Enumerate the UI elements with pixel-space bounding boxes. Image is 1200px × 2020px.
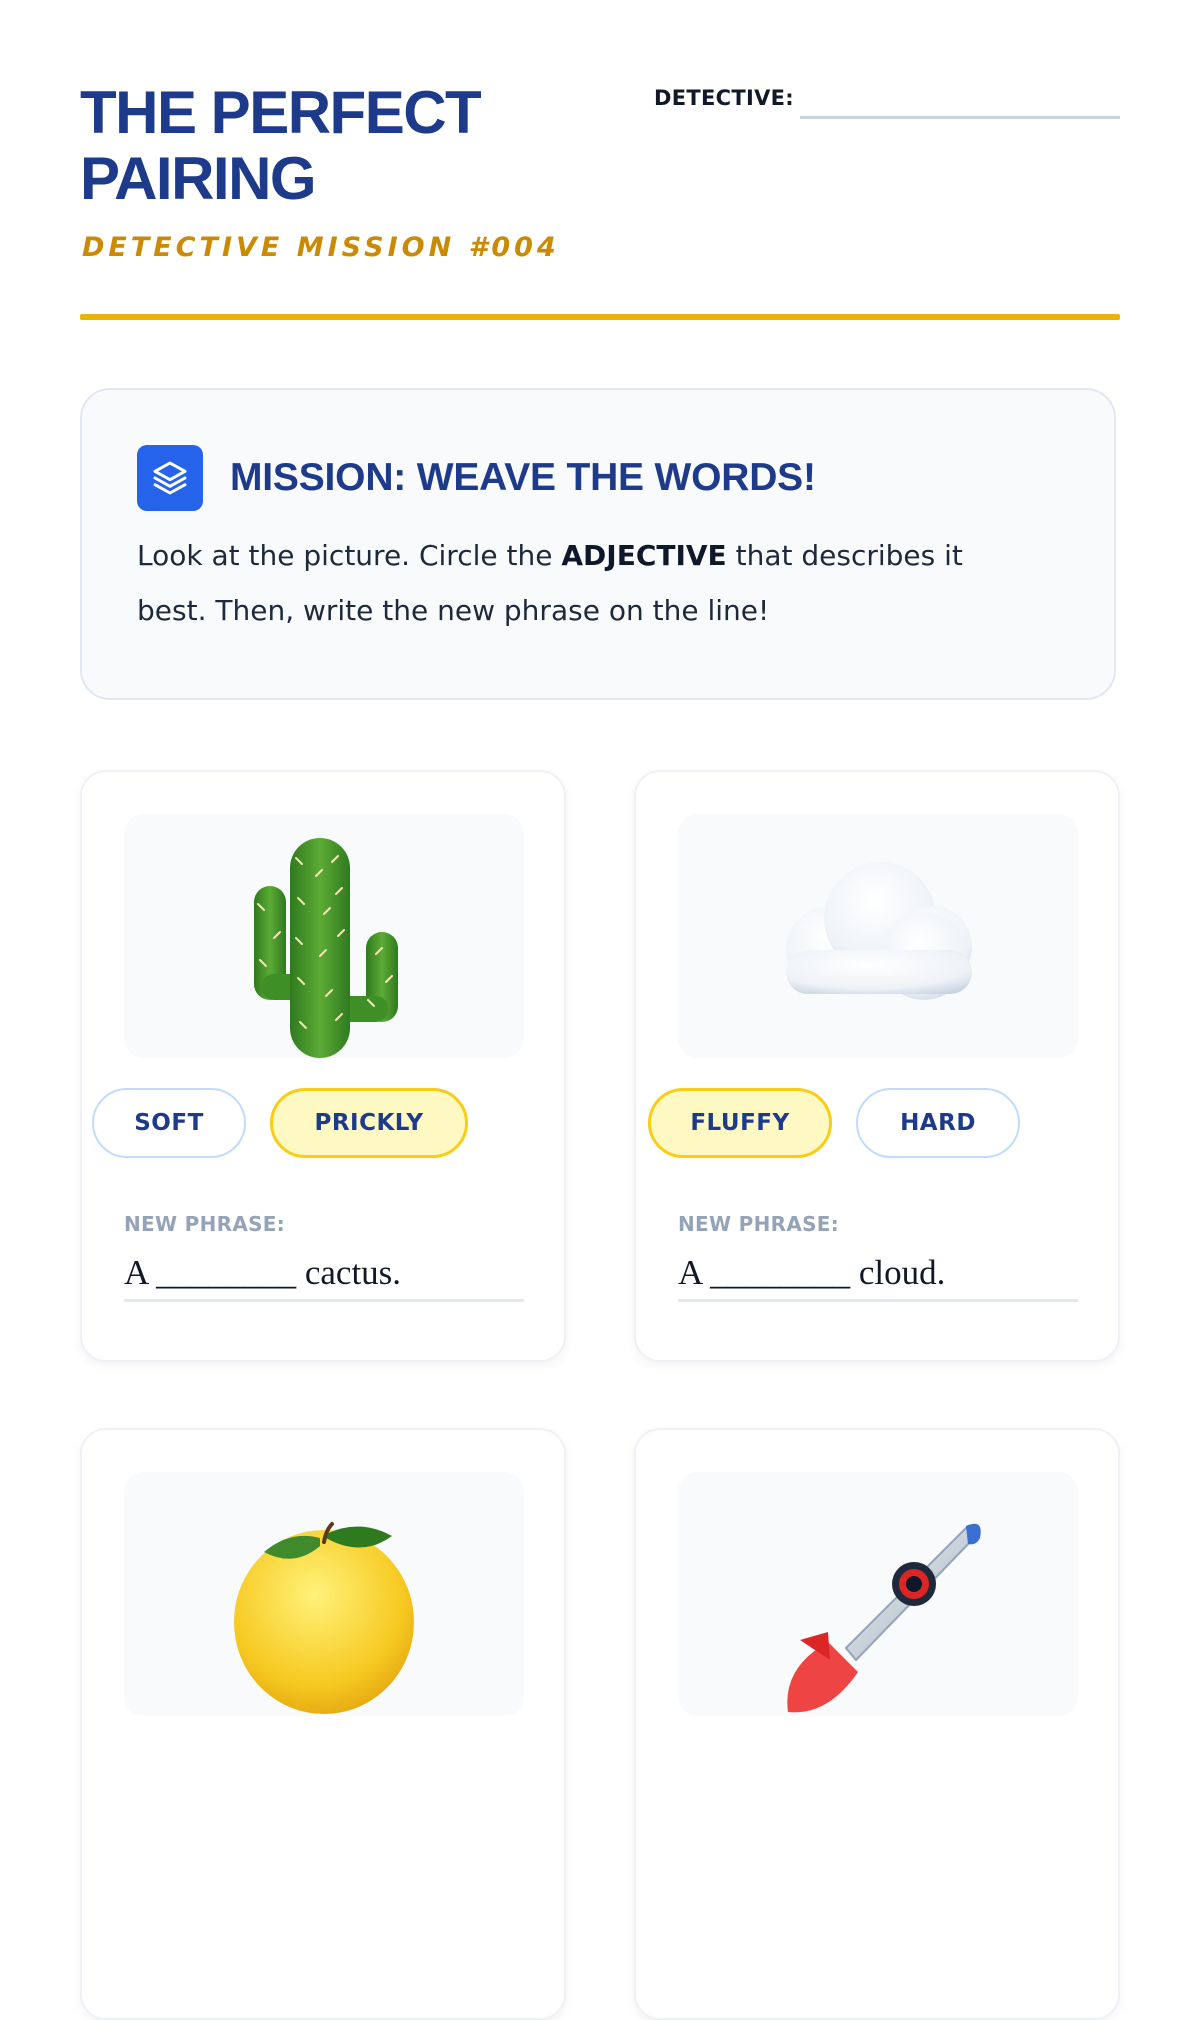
- instructions-text-start: Look at the picture. Circle the: [137, 539, 562, 572]
- rocket-picture: [678, 1472, 1078, 1716]
- cloud-picture: [678, 814, 1078, 1058]
- new-phrase-field[interactable]: A ________ cloud.: [678, 1250, 1078, 1302]
- instructions-text: [137, 528, 1037, 638]
- mission-subtitle: DETECTIVE MISSION #004: [82, 232, 560, 263]
- pairing-card-rocket: [634, 1428, 1120, 2020]
- header-divider: [80, 314, 1120, 320]
- detective-label: DETECTIVE:: [654, 86, 794, 110]
- pairing-card-cactus: [80, 770, 566, 1362]
- option-chip-prickly-selected[interactable]: PRICKLY: [270, 1088, 468, 1158]
- rocket-icon: [678, 1472, 1078, 1716]
- detective-name-field[interactable]: [800, 116, 1120, 119]
- instructions-text-end: that describes it best. Then, write the new phrase on the line!: [137, 539, 963, 627]
- new-phrase-field[interactable]: A ________ cactus.: [124, 1250, 524, 1302]
- pairing-card-cloud: [634, 770, 1120, 1362]
- lemon-picture: [124, 1472, 524, 1716]
- page-title: [80, 80, 600, 212]
- title-line-1: THE PERFECT: [80, 79, 481, 146]
- option-chip-soft[interactable]: SOFT: [92, 1088, 246, 1158]
- cactus-picture: [124, 814, 524, 1058]
- cactus-icon: [124, 814, 524, 1058]
- option-chip-fluffy-selected[interactable]: FLUFFY: [648, 1088, 832, 1158]
- instructions-heading: MISSION: WEAVE THE WORDS!: [230, 456, 816, 499]
- title-line-2: PAIRING: [80, 145, 316, 212]
- cloud-icon: [678, 814, 1078, 1058]
- option-chip-hard[interactable]: HARD: [856, 1088, 1020, 1158]
- pairing-card-lemon: [80, 1428, 566, 2020]
- new-phrase-label: NEW PHRASE:: [124, 1212, 286, 1236]
- new-phrase-label: NEW PHRASE:: [678, 1212, 840, 1236]
- layers-icon: [137, 445, 203, 511]
- instructions-box: [80, 388, 1116, 700]
- lemon-icon: [124, 1472, 524, 1716]
- instructions-keyword: ADJECTIVE: [561, 539, 727, 572]
